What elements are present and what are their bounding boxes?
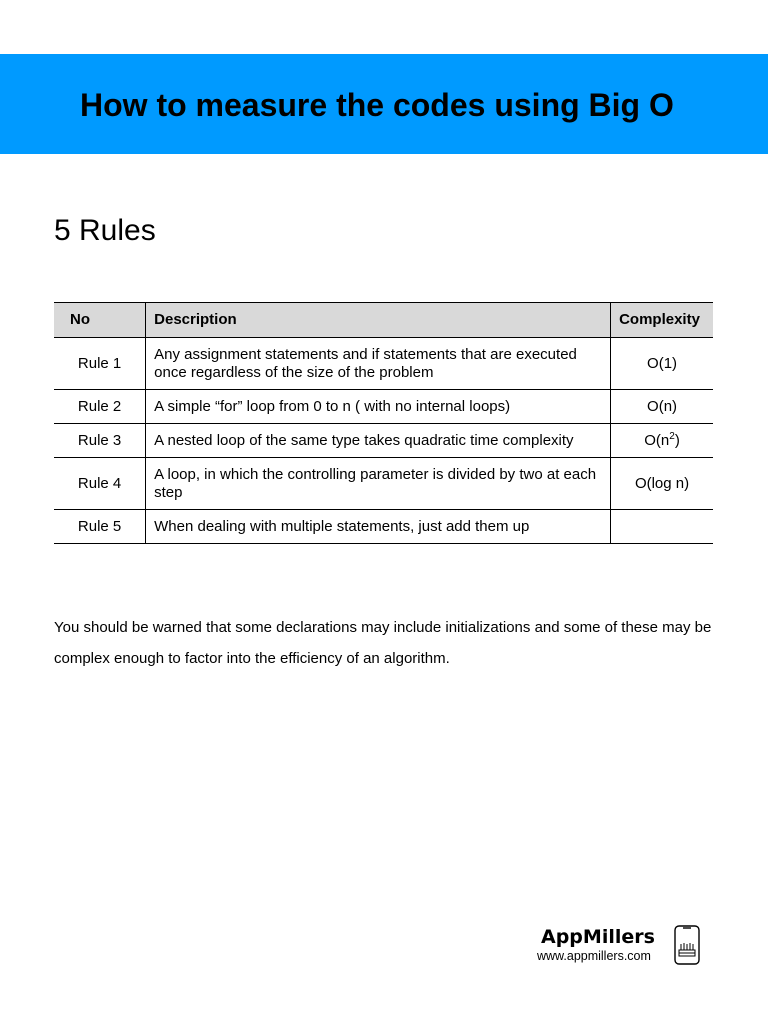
note-paragraph: You should be warned that some declarations may include initializations and some of these may be complex enough to factor into the efficiency of an algorithm. bbox=[54, 619, 712, 667]
table-row bbox=[54, 510, 713, 544]
header-complexity: Complexity bbox=[611, 303, 713, 338]
rule-number: Rule 1 bbox=[54, 338, 146, 390]
table-row bbox=[54, 458, 713, 510]
rule-description: A nested loop of the same type takes quadratic time complexity bbox=[146, 424, 611, 458]
rule-complexity: O(log n) bbox=[611, 458, 713, 510]
rule-complexity bbox=[611, 424, 713, 458]
table-row bbox=[54, 338, 713, 390]
header-description: Description bbox=[146, 303, 611, 338]
rule-number: Rule 4 bbox=[54, 458, 146, 510]
table-row bbox=[54, 424, 713, 458]
header-no: No bbox=[54, 303, 146, 338]
table-row bbox=[54, 390, 713, 424]
complexity-exponent: 2 bbox=[669, 430, 675, 442]
rule-complexity: O(1) bbox=[611, 338, 713, 390]
complexity-base: O(n bbox=[644, 431, 670, 449]
rule-description: When dealing with multiple statements, just add them up bbox=[146, 510, 611, 544]
rule-number: Rule 2 bbox=[54, 390, 146, 424]
page-title: How to measure the codes using Big O bbox=[80, 87, 674, 123]
table-header-row bbox=[54, 303, 713, 338]
brand-name: AppMillers bbox=[541, 926, 655, 948]
complexity-suffix: ) bbox=[674, 431, 680, 449]
rule-complexity: O(n) bbox=[611, 390, 713, 424]
rule-description: A loop, in which the controlling parameter is divided by two at each step bbox=[146, 458, 611, 510]
rule-number: Rule 5 bbox=[54, 510, 146, 544]
section-heading: 5 Rules bbox=[54, 214, 156, 247]
rule-description: A simple “for” loop from 0 to n ( with no internal loops) bbox=[146, 390, 611, 424]
rule-number: Rule 3 bbox=[54, 424, 146, 458]
brand-url: www.appmillers.com bbox=[537, 949, 651, 963]
phone-logo-icon bbox=[672, 924, 702, 968]
rule-description: Any assignment statements and if statements that are executed once regardless of the size of the problem bbox=[146, 338, 611, 390]
rules-table bbox=[54, 302, 713, 544]
rule-complexity bbox=[611, 510, 713, 544]
